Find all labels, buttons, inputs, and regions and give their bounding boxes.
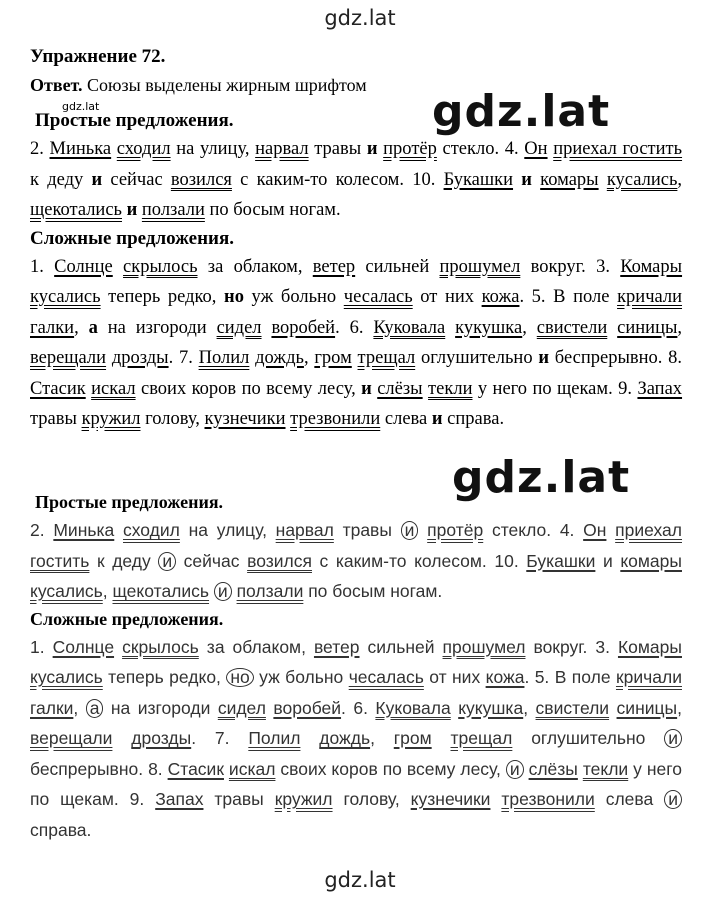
word: сильней (359, 636, 443, 657)
word: кусались (606, 169, 678, 190)
word: кожа (485, 667, 525, 687)
word: прошумел (439, 256, 521, 277)
word: щекотались (30, 200, 122, 220)
word: по босым ногам. (204, 200, 341, 220)
word: . 8. (657, 348, 683, 368)
word: к деду (89, 550, 159, 571)
word: Букашки (526, 550, 596, 571)
word: синицы (617, 317, 678, 338)
word: сильней (355, 256, 440, 277)
word: 2. (30, 520, 45, 540)
word: вокруг. 3. (520, 256, 610, 277)
word: сидел (216, 317, 262, 338)
word: своих коров по (135, 378, 261, 399)
word: текли (428, 378, 473, 399)
word: Он (524, 139, 548, 159)
word: . 6. (335, 317, 374, 338)
word: искал (228, 758, 276, 779)
word: от них (423, 667, 486, 687)
word: справа (447, 409, 500, 429)
word: дрозды (131, 728, 192, 748)
word: сходил (116, 139, 171, 159)
word: и (126, 200, 138, 220)
word: нарвал (275, 520, 334, 540)
section-2 (30, 492, 682, 845)
word: В поле (554, 667, 616, 687)
word: беспрерывно (30, 758, 139, 779)
word: прошумел (442, 636, 526, 657)
word: чесалась (343, 287, 413, 307)
word: трезвонили (501, 789, 595, 809)
word: сейчас (102, 169, 171, 190)
word: свистели (536, 317, 608, 338)
word: Куковала (375, 697, 451, 718)
word: теперь редко, (100, 287, 225, 307)
watermark-large-2: gdz.lat (452, 452, 631, 503)
word: своих коров по (275, 758, 402, 779)
word: слёзы (377, 378, 423, 399)
word: протёр (383, 139, 437, 159)
watermark-small: gdz.lat (62, 100, 100, 113)
word: возился (170, 169, 232, 190)
word: и (401, 521, 419, 540)
word: возился (247, 550, 312, 571)
word: гром (314, 348, 352, 368)
word: а (88, 317, 98, 338)
word: кузнечики (410, 789, 491, 809)
word: искал (91, 378, 136, 399)
word: галки (30, 317, 75, 338)
word: кузнечики (204, 409, 286, 429)
word: от них (412, 287, 482, 307)
word: уж больно (253, 667, 349, 687)
word: Комары (620, 256, 683, 277)
word: 2. (30, 139, 44, 159)
word: Букашки (443, 169, 514, 190)
word: . 6. (341, 697, 376, 718)
word: на изгороди (103, 697, 218, 718)
word: кукушка (458, 697, 524, 718)
word: синицы (616, 697, 678, 718)
word: щекотались (112, 581, 210, 601)
word: по босым ногам. (303, 581, 443, 601)
simple-sentences-header: Простые предложения. (35, 110, 234, 131)
word: к деду (30, 169, 92, 190)
word: кусались (30, 581, 103, 601)
word: . 7. (191, 728, 249, 748)
word: трещал (357, 348, 416, 368)
word: травы (308, 139, 367, 159)
word: всему лесу, (406, 758, 506, 779)
complex-sentences-header: Сложные предложения. (30, 227, 235, 249)
word: трезвонили (290, 409, 381, 429)
word: кричали (617, 287, 683, 307)
word: слева (605, 789, 654, 809)
word: и (664, 790, 682, 809)
word: . (499, 409, 505, 429)
word: травы (333, 520, 401, 540)
word: вокруг. 3. (525, 636, 610, 657)
word: комары (540, 169, 599, 190)
complex-sentences-header-2: Сложные предложения. (30, 608, 224, 629)
word: беспрерывно (554, 348, 658, 368)
word: и (602, 550, 613, 571)
complex-sentences-text-2: 1. Солнце скрылось за облаком, ветер сильней прошумел вокруг. 3. Комары кусались теперь редко, но уж больно чесалась от них кожа. 5. В поле кричали галки, а на изгороди сидел воробей. 6. Куковала кукушка, свистели синицы, верещали дрозды. 7. Полил дождь, гром трещал оглушительно и беспрерывно. 8. Стасик искал своих коров по всему лесу, и слёзы текли у него по щекам. 9. Запах травы кружил голову, кузнечики трезвонили слева и справа. (30, 636, 682, 840)
word: и (366, 139, 378, 159)
word: и (664, 729, 682, 748)
simple-sentences-text-2: 2. Минька сходил на улицу, нарвал травы и протёр стекло. 4. Он приехал гостить к деду и сейчас возился с каким-то колесом. 10. Букашки и комары кусались, щекотались и ползали по босым ногам. (30, 520, 682, 601)
word: за облаком, (197, 256, 313, 277)
word: Комары (617, 636, 682, 657)
word: кусались (30, 667, 103, 687)
word: дрозды (111, 348, 169, 368)
word: и (361, 378, 372, 399)
word: и (214, 582, 232, 601)
word: и (506, 760, 524, 779)
watermark-large-1: gdz.lat (432, 86, 611, 137)
word: дождь (255, 348, 304, 368)
word: свистели (535, 697, 610, 718)
word: Запах (637, 378, 683, 399)
simple-sentences-header-2: Простые предложения. (35, 492, 224, 512)
word: верещали (30, 348, 107, 368)
word: галки (30, 697, 74, 718)
word: приехал гостить (553, 139, 683, 159)
answer-label: Ответ. (30, 75, 83, 95)
word: текли (582, 758, 629, 779)
word: В поле (553, 287, 618, 307)
word: Стасик (167, 758, 224, 779)
word: 1. (30, 636, 45, 657)
word: . 8. (138, 758, 168, 779)
word: Он (583, 520, 607, 540)
word: нарвал (255, 139, 309, 159)
word: всему лесу, (266, 378, 362, 399)
word: . 5. (519, 287, 546, 307)
word: сходил (123, 520, 180, 540)
word: слёзы (528, 758, 578, 779)
word: оглушительно (531, 728, 646, 748)
word: слева (384, 409, 428, 429)
word: и (538, 348, 550, 368)
word: у него по щекам. 9. (30, 758, 682, 809)
word: . 7. (168, 348, 199, 368)
word: кусались (30, 287, 101, 307)
word: трещал (450, 728, 513, 748)
word: но (224, 287, 244, 307)
word: Полил (198, 348, 250, 368)
word: голову, (145, 409, 205, 429)
complex-sentences-text: 1. Солнце скрылось за облаком, ветер сильней прошумел вокруг. 3. Комары кусались теперь редко, но уж больно чесалась от них кожа. 5. В поле кричали галки, а на изгороди сидел воробей. 6. Куковала кукушка, свистели синицы, верещали дрозды. 7. Полил дождь, гром трещал оглушительно и беспрерывно. 8. Стасик искал своих коров по всему лесу, и слёзы текли у него по щекам. 9. Запах травы кружил голову, кузнечики трезвонили слева и справа. (30, 256, 683, 429)
section-1 (30, 110, 682, 435)
word: у него по щекам. 9. (472, 378, 638, 399)
word: на улицу, (179, 520, 276, 540)
word: ползали (141, 200, 205, 220)
word: ползали (236, 581, 304, 601)
simple-sentences-text: 2. Минька сходил на улицу, нарвал травы и протёр стекло. 4. Он приехал гостить к деду и сейчас возился с каким-то колесом. 10. Букашки и комары кусались, щекотались и ползали по босым ногам. (30, 139, 683, 220)
exercise-title: Упражнение 72. (30, 46, 166, 67)
word: протёр (427, 520, 484, 540)
word: кружил (81, 409, 141, 429)
word: ветер (312, 256, 356, 277)
word: и (91, 169, 103, 190)
word: Куковала (373, 317, 446, 338)
word: стекло. 4. (436, 139, 525, 159)
word: но (226, 668, 253, 687)
word: травы (30, 409, 82, 429)
word: кукушка (455, 317, 523, 338)
word: Минька (49, 139, 112, 159)
word: за облаком, (198, 636, 314, 657)
word: воробей (273, 697, 342, 718)
word: скрылось (123, 256, 198, 277)
word: и (431, 409, 443, 429)
word: оглушительно (420, 348, 533, 368)
word: а (86, 699, 104, 718)
word: Солнце (54, 256, 113, 277)
word: и (158, 552, 176, 571)
word: 1. (30, 256, 44, 277)
word: стекло. 4. (483, 520, 584, 540)
word: на изгороди (97, 317, 217, 338)
word: Полил (248, 728, 301, 748)
word: с каким-то колесом. 10. (311, 550, 519, 571)
word: с каким-то колесом. 10. (231, 169, 436, 190)
word: гром (393, 728, 432, 748)
word: дождь (319, 728, 371, 748)
word: . (86, 819, 92, 840)
word: кружил (274, 789, 333, 809)
word: комары (620, 550, 682, 571)
word: теперь редко, (102, 667, 227, 687)
word: ветер (313, 636, 360, 657)
word: на улицу, (170, 139, 256, 159)
word: верещали (30, 728, 113, 748)
word: Запах (155, 789, 204, 809)
word: . 5. (524, 667, 550, 687)
word: уж больно (243, 287, 344, 307)
watermark-top: gdz.lat (324, 6, 396, 30)
word: справа (30, 819, 87, 840)
answer-line (30, 75, 367, 96)
word: приехал гостить (30, 520, 682, 571)
word: кожа (481, 287, 520, 307)
word: сидел (217, 697, 266, 718)
word: травы (203, 789, 275, 809)
word: воробей (271, 317, 336, 338)
word: голову, (343, 789, 411, 809)
word: Солнце (52, 636, 115, 657)
word: скрылось (122, 636, 199, 657)
word: сейчас (176, 550, 248, 571)
word: чесалась (348, 667, 424, 687)
word: Стасик (30, 378, 86, 399)
word: Минька (53, 520, 115, 540)
watermark-bottom: gdz.lat (324, 868, 396, 892)
word: кричали (615, 667, 682, 687)
word: и (521, 169, 532, 190)
answer-text: Союзы выделены жирным шрифтом (82, 75, 367, 95)
